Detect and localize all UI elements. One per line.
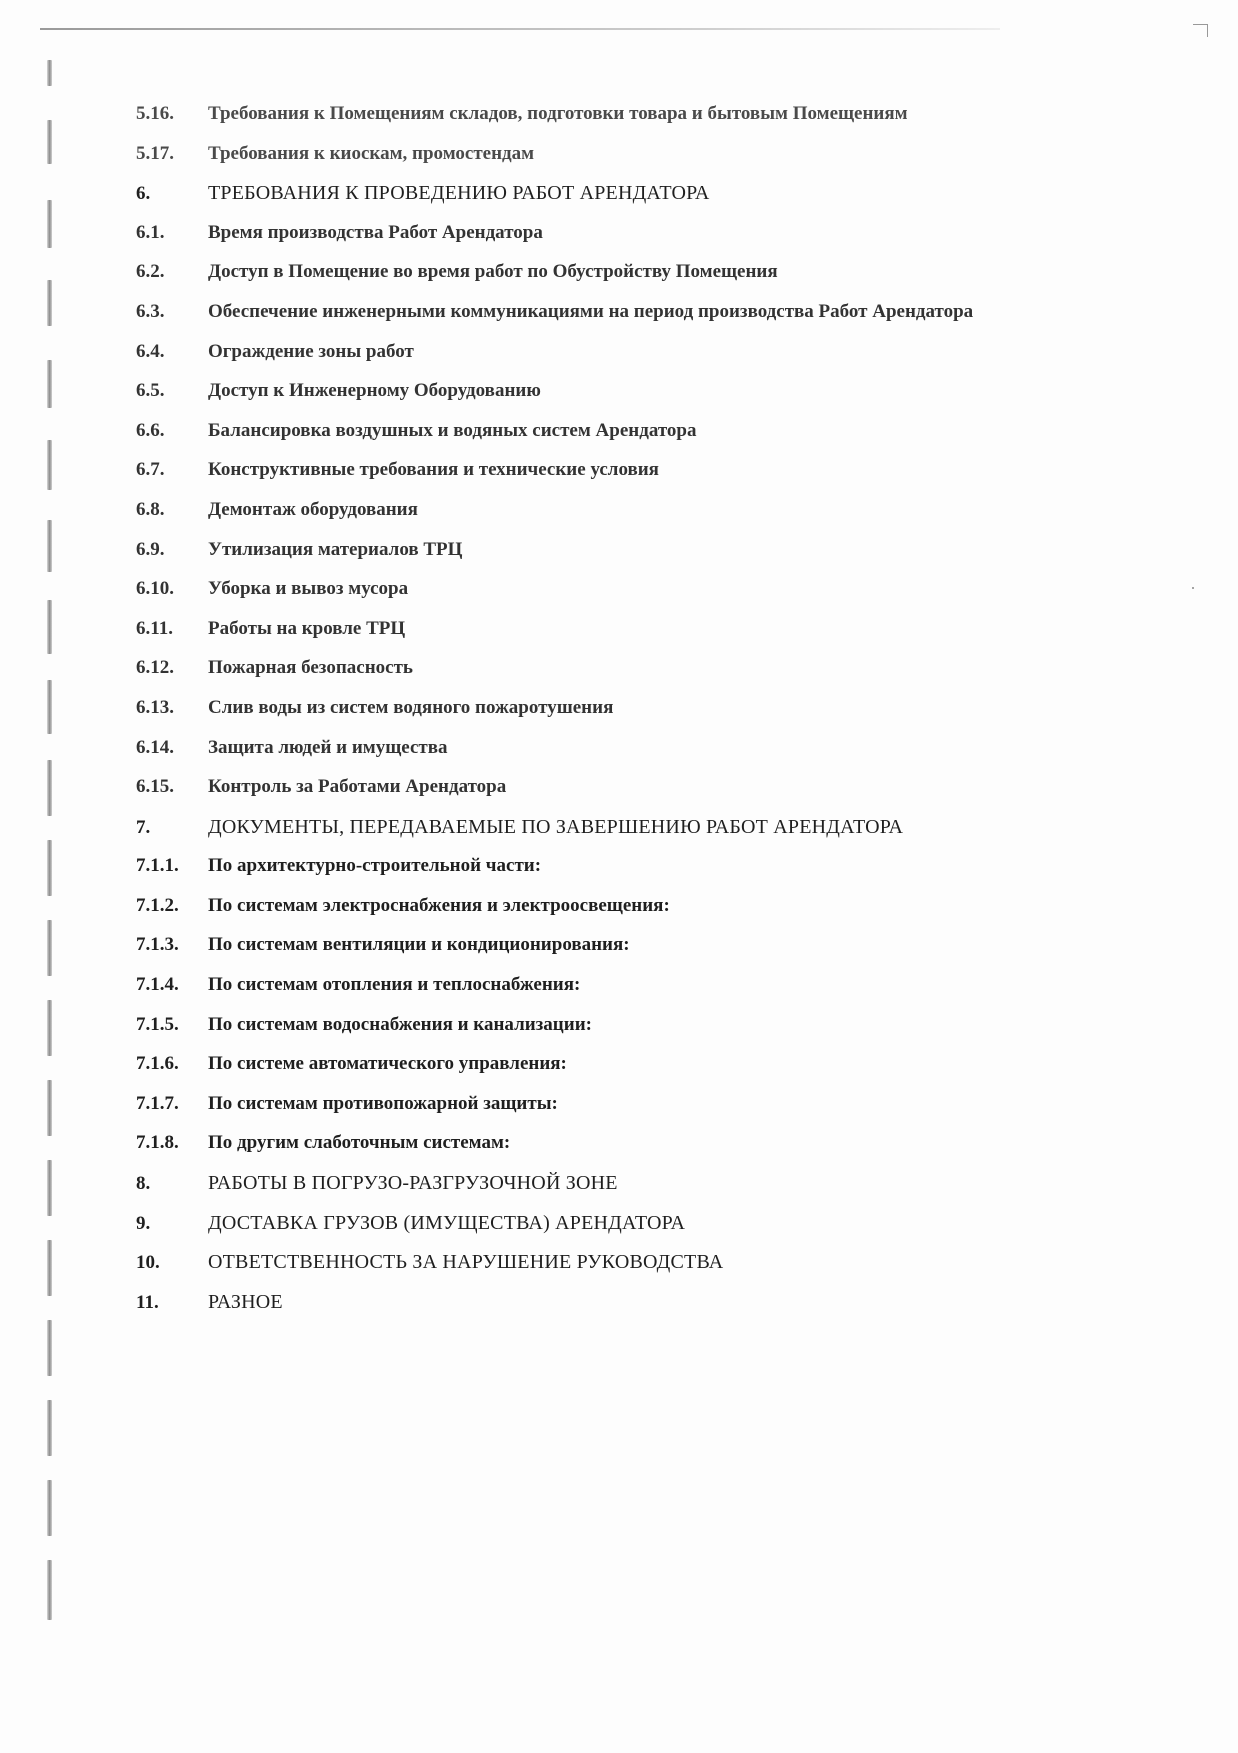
- toc-number: 7.1.7.: [136, 1092, 179, 1114]
- toc-number: 10.: [136, 1252, 160, 1274]
- toc-item-row: [136, 618, 1116, 658]
- toc-title: РАЗНОЕ: [208, 1290, 283, 1313]
- toc-number: 6.10.: [136, 578, 174, 600]
- toc-number: 6.5.: [136, 380, 165, 402]
- scan-top-rule: [40, 28, 1000, 30]
- toc-title: По системам электроснабжения и электроосвещения:: [208, 894, 670, 916]
- toc-item-row: [136, 380, 1116, 420]
- toc-title: По системам отопления и теплоснабжения:: [208, 974, 581, 996]
- toc-title: ДОКУМЕНТЫ, ПЕРЕДАВАЕМЫЕ ПО ЗАВЕРШЕНИЮ РАБОТ АРЕНДАТОРА: [208, 815, 904, 838]
- toc-number: 6.15.: [136, 776, 174, 798]
- toc-number: 7.1.3.: [136, 934, 179, 956]
- toc-title: Время производства Работ Арендатора: [208, 221, 543, 243]
- toc-number: 6.: [136, 183, 151, 205]
- toc-number: 6.12.: [136, 657, 174, 679]
- toc-title: ДОСТАВКА ГРУЗОВ (ИМУЩЕСТВА) АРЕНДАТОРА: [208, 1211, 686, 1234]
- toc-item-row: [136, 539, 1116, 579]
- toc-title: По системам противопожарной защиты:: [208, 1092, 558, 1114]
- toc-number: 5.16.: [136, 103, 174, 124]
- toc-title: Балансировка воздушных и водяных систем Арендатора: [208, 419, 697, 441]
- toc-title: Ограждение зоны работ: [208, 340, 414, 362]
- toc-item-row: [136, 1132, 1116, 1172]
- toc-number: 7.1.1.: [136, 855, 179, 877]
- toc-item-row: [136, 1053, 1116, 1093]
- toc-number: 6.9.: [136, 538, 165, 560]
- toc-item-row: [136, 895, 1116, 935]
- toc-item-row: [136, 143, 1116, 183]
- toc-title: Пожарная безопасность: [208, 657, 413, 679]
- toc-number: 7.: [136, 816, 151, 838]
- toc-item-row: [136, 697, 1116, 737]
- toc-title: Обеспечение инженерными коммуникациями на период производства Работ Арендатора: [208, 300, 974, 322]
- toc-item-row: [136, 578, 1116, 618]
- toc-title: Слив воды из систем водяного пожаротушения: [208, 696, 614, 718]
- scan-speck: [1192, 587, 1194, 589]
- toc-number: 7.1.4.: [136, 974, 179, 996]
- toc-title: По системам водоснабжения и канализации:: [208, 1013, 592, 1035]
- toc-number: 6.11.: [136, 617, 173, 639]
- toc-title: По системам вентиляции и кондиционирования:: [208, 934, 630, 956]
- toc-title: По архитектурно-строительной части:: [208, 855, 542, 877]
- toc-section-row: [136, 1291, 1116, 1331]
- toc-item-row: [136, 261, 1116, 301]
- toc-number: 5.17.: [136, 142, 174, 164]
- toc-number: 6.8.: [136, 498, 165, 520]
- toc-title: По другим слаботочным системам:: [208, 1132, 511, 1154]
- toc-item-row: [136, 222, 1116, 262]
- toc-title: Демонтаж оборудования: [208, 498, 418, 520]
- toc-item-row: [136, 934, 1116, 974]
- toc-number: 6.1.: [136, 221, 165, 243]
- toc-number: 6.2.: [136, 261, 165, 283]
- toc-number: 6.7.: [136, 459, 165, 481]
- scan-corner-mark: [1193, 24, 1208, 37]
- toc-title: ТРЕБОВАНИЯ К ПРОВЕДЕНИЮ РАБОТ АРЕНДАТОРА: [208, 182, 710, 205]
- toc-section-row: [136, 1251, 1116, 1291]
- toc-title: Конструктивные требования и технические условия: [208, 459, 659, 481]
- toc-number: 9.: [136, 1212, 151, 1234]
- toc-title: РАБОТЫ В ПОГРУЗО-РАЗГРУЗОЧНОЙ ЗОНЕ: [208, 1172, 618, 1195]
- toc-item-row: [136, 737, 1116, 777]
- toc-item-row: [136, 301, 1116, 341]
- toc-number: 7.1.6.: [136, 1053, 179, 1075]
- toc-item-row: [136, 855, 1116, 895]
- toc-number: 6.13.: [136, 696, 174, 718]
- toc-item-row: [136, 1014, 1116, 1054]
- toc-title: По системе автоматического управления:: [208, 1053, 567, 1075]
- toc-section-row: [136, 182, 1116, 222]
- toc-title: Требования к киоскам, промостендам: [208, 142, 535, 164]
- toc-item-row: [136, 103, 1116, 143]
- binding-holes: [44, 60, 56, 1660]
- toc-section-row: [136, 816, 1116, 856]
- toc-title: Защита людей и имущества: [208, 736, 448, 758]
- toc-section-row: [136, 1212, 1116, 1252]
- toc-number: 7.1.8.: [136, 1132, 179, 1154]
- toc-number: 6.14.: [136, 736, 174, 758]
- toc-title: Контроль за Работами Арендатора: [208, 776, 507, 798]
- toc-item-row: [136, 420, 1116, 460]
- toc-item-row: [136, 341, 1116, 381]
- toc-item-row: [136, 1093, 1116, 1133]
- toc-title: Утилизация материалов ТРЦ: [208, 538, 463, 560]
- toc-item-row: [136, 657, 1116, 697]
- toc-title: ОТВЕТСТВЕННОСТЬ ЗА НАРУШЕНИЕ РУКОВОДСТВА: [208, 1251, 724, 1274]
- toc-number: 8.: [136, 1173, 151, 1195]
- toc-item-row: [136, 499, 1116, 539]
- toc-title: Уборка и вывоз мусора: [208, 578, 409, 600]
- toc-number: 6.6.: [136, 419, 165, 441]
- toc-number: 11.: [136, 1291, 159, 1313]
- toc-title: Требования к Помещениям складов, подготовки товара и бытовым Помещениям: [208, 103, 908, 124]
- table-of-contents: [136, 103, 1116, 1330]
- toc-item-row: [136, 974, 1116, 1014]
- toc-number: 6.4.: [136, 340, 165, 362]
- toc-number: 7.1.5.: [136, 1013, 179, 1035]
- toc-number: 7.1.2.: [136, 894, 179, 916]
- toc-title: Доступ к Инженерному Оборудованию: [208, 380, 541, 402]
- toc-item-row: [136, 776, 1116, 816]
- toc-title: Доступ в Помещение во время работ по Обустройству Помещения: [208, 261, 778, 283]
- toc-title: Работы на кровле ТРЦ: [208, 617, 406, 639]
- toc-number: 6.3.: [136, 300, 165, 322]
- toc-item-row: [136, 459, 1116, 499]
- toc-section-row: [136, 1172, 1116, 1212]
